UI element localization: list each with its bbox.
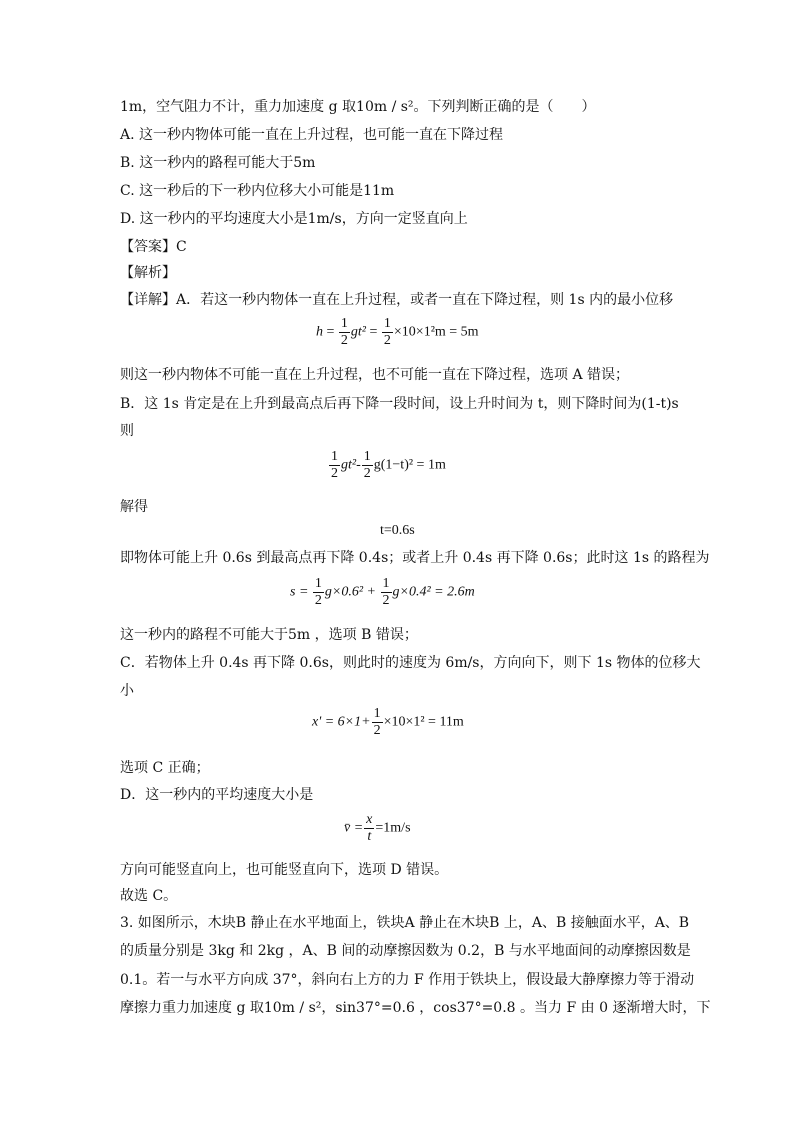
eq4-a: g×0.6² + — [324, 584, 376, 600]
eq4-b: g×0.4² = 2.6m — [392, 584, 475, 600]
detail-intro: 【详解】A．若这一秒内物体一直在上升过程，或者一直在下降过程，则 1s 内的最小位移 — [120, 292, 674, 308]
c-intro: C．若物体上升 0.4s 再下降 0.6s，则此时的速度为 6m/s，方向向下，则下 1s 物体的位移大 — [120, 655, 701, 671]
question-3-line-4: 摩擦力重力加速度 g 取10m / s²，sin37°=0.6 ，cos37°=0.8 。当力 F 由 0 逐渐增大时，下 — [120, 1000, 711, 1016]
answer-label: 【答案】C — [120, 239, 187, 255]
fraction: $\frac{1}{2}$ — [363, 449, 371, 481]
question-tail: 1m，空气阻力不计，重力加速度 g 取10m / s²。下列判断正确的是（ ） — [120, 99, 596, 115]
c-conclusion: 选项 C 正确； — [120, 760, 210, 776]
equation-displacement-1m — [328, 449, 446, 482]
fraction: $\frac{1}{2}$ — [382, 576, 390, 608]
fraction: $\frac{1}{2}$ — [373, 706, 381, 738]
fraction: $\frac{1}{2}$ — [331, 449, 338, 481]
a-conclusion: 则这一秒内物体不可能一直在上升过程，也不可能一直在下降过程，选项 A 错误； — [120, 367, 630, 383]
option-a: A. 这一秒内物体可能一直在上升过程，也可能一直在下降过程 — [120, 127, 504, 143]
question-3-line-2: 的质量分别是 3kg 和 2kg ，A、B 间的动摩擦因数为 0.2，B 与水平地面间的动摩擦因数是 — [120, 943, 691, 959]
eq5-rhs: ×10×1² = 11m — [383, 714, 464, 730]
eq4-lhs: s = — [290, 584, 309, 600]
analysis-label: 【解析】 — [120, 265, 176, 281]
eq2-a: gt²- — [341, 457, 361, 473]
option-b: B. 这一秒内的路程可能大于5m — [120, 155, 316, 171]
fraction: $\frac{1}{2}$ — [383, 316, 391, 348]
final-answer: 故选 C。 — [120, 888, 178, 904]
option-d: D. 这一秒内的平均速度大小是1m/s，方向一定竖直向上 — [120, 211, 468, 227]
eq2-b: g(1−t)² = 1m — [373, 457, 446, 473]
fraction: $\frac{x}{t}$ — [366, 812, 373, 844]
b-conclusion: 这一秒内的路程不可能大于5m ，选项 B 错误； — [120, 627, 418, 643]
question-3-line-3: 0.1。若一与水平方向成 37°，斜向右上方的力 F 作用于铁块上，假设最大静摩擦力等于滑动 — [120, 972, 695, 988]
b-then: 则 — [120, 423, 134, 439]
equation-distance — [290, 576, 475, 609]
question-3-line-1: 3. 如图所示，木块B 静止在水平地面上，铁块A 静止在木块B 上，A、B 接触面水平，A、B — [120, 915, 690, 931]
b-paths: 即物体可能上升 0.6s 到最高点再下降 0.4s；或者上升 0.4s 再下降 0.6s；此时这 1s 的路程为 — [120, 550, 710, 566]
eq5-lhs: x' = 6×1+ — [312, 714, 371, 730]
c-intro-wrap: 小 — [120, 683, 134, 699]
solve-label: 解得 — [120, 499, 148, 515]
fraction: $\frac{1}{2}$ — [314, 576, 322, 608]
d-intro: D．这一秒内的平均速度大小是 — [120, 787, 314, 803]
fraction: $\frac{1}{2}$ — [340, 316, 348, 348]
d-conclusion: 方向可能竖直向上，也可能竖直向下，选项 D 错误。 — [120, 862, 449, 878]
eq1-rhs: ×10×1²m = 5m — [393, 324, 479, 340]
option-c: C. 这一秒后的下一秒内位移大小可能是11m — [120, 183, 395, 199]
eq1-lhs: h — [316, 324, 323, 340]
equation-average-velocity — [344, 812, 411, 845]
b-intro: B．这 1s 肯定是在上升到最高点后再下降一段时间，设上升时间为 t，则下降时间为(1-t)s — [120, 396, 679, 412]
eq6-lhs: v̄ = — [344, 820, 364, 836]
eq1-mid: gt² — [350, 324, 366, 340]
equation-min-displacement: h = $\frac{1}{2}$ gt² = $\frac{1}{2}$ ×10×1²m = 5m — [316, 316, 479, 348]
equation-next-displacement — [312, 706, 464, 739]
eq6-rhs: =1m/s — [375, 820, 411, 836]
equation-t: t=0.6s — [380, 523, 415, 538]
